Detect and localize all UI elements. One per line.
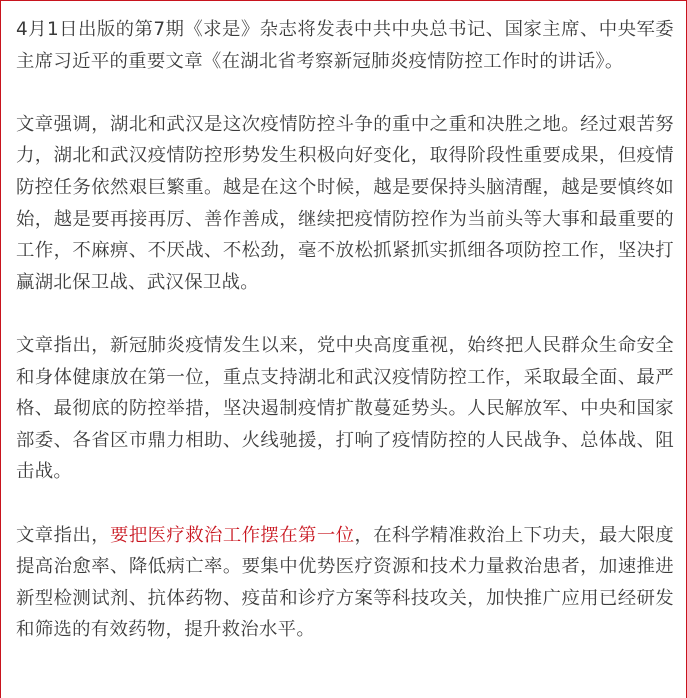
paragraph-rest: ，在科学精准救治上下功夫，最大限度提高治愈率、降低病亡率。要集中优势医疗资源和技术力量救治患者，加速推进新型检测试剂、抗体药物、疫苗和诊疗方案等科技攻关，加快推广应用已经研发和筛选的有效药物，提升救治水平。 — [16, 524, 674, 641]
paragraph-central-leadership: 文章指出，新冠肺炎疫情发生以来，党中央高度重视，始终把人民群众生命安全和身体健康放在第一位，重点支持湖北和武汉疫情防控工作，采取最全面、最严格、最彻底的防控举措，坚决遏制疫情扩散蔓延势头。人民解放军、中央和国家部委、各省区市鼎力相助、火线驰援，打响了疫情防控的人民战争、总体战、阻击战。 — [16, 334, 674, 483]
paragraph-hubei-wuhan: 文章强调，湖北和武汉是这次疫情防控斗争的重中之重和决胜之地。经过艰苦努力，湖北和武汉疫情防控形势发生积极向好变化，取得阶段性重要成果，但疫情防控任务依然艰巨繁重。越是在这个时候，越是要保持头脑清醒，越是要慎终如始，越是要再接再厉、善作善成，继续把疫情防控作为当前头等大事和最重要的工作，不麻痹、不厌战、不松劲，毫不放松抓紧抓实抓细各项防控工作，坚决打赢湖北保卫战、武汉保卫战。 — [16, 113, 674, 293]
paragraph-prefix: 文章指出， — [16, 524, 111, 546]
article-body — [16, 14, 674, 677]
intro-paragraph: 4月1日出版的第7期《求是》杂志将发表中共中央总书记、国家主席、中央军委主席习近平的重要文章《在湖北省考察新冠肺炎疫情防控工作时的讲话》。 — [16, 19, 674, 72]
highlighted-phrase: 要把医疗救治工作摆在第一位 — [110, 524, 355, 546]
paragraph-medical-treatment — [16, 520, 674, 646]
